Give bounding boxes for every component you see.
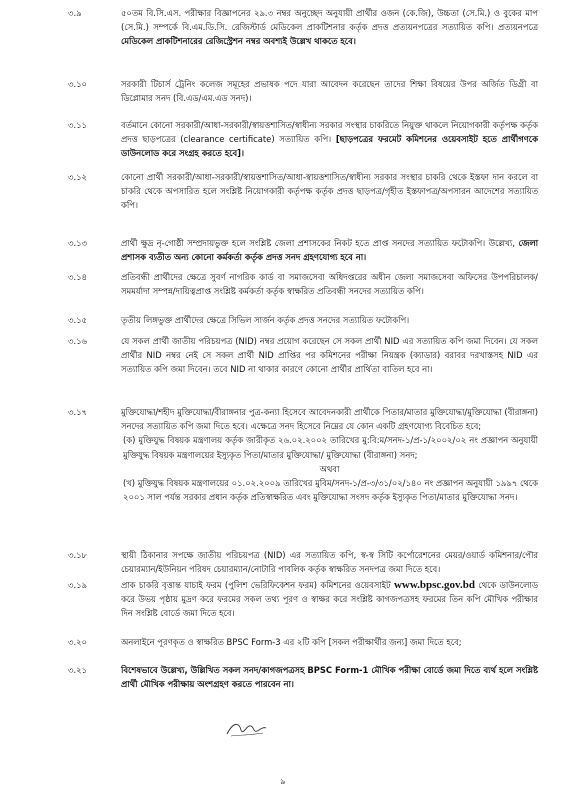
item-number: ৩.১৭ — [68, 407, 87, 417]
item-text — [121, 334, 538, 377]
item-number: ৩.১১ — [68, 120, 87, 130]
emphasis-text: বিশেষভাবে উল্লেখ্য, উল্লিখিত সকল সনদ/কাগজপত্রসহ BPSC Form-1 মৌখিক পরীক্ষা বোর্ডে জমা দিতে ব্যর্থ হলে সংশ্লিষ্ট প্রার্থী মৌখিক পরীক্ষায় অংশগ্রহণ করতে পারবেন না। — [121, 665, 538, 690]
item-text — [121, 663, 538, 691]
item-number: ৩.১৬ — [68, 336, 87, 346]
item-number: ৩.১৯ — [68, 580, 87, 590]
item-number: ৩.১০ — [68, 79, 87, 89]
item-number: ৩.১২ — [68, 172, 87, 182]
body-text: বর্তমানে কোনো সরকারী/আধা-সরকারী/স্বায়ত্তশাসিত/স্বাধীন্য সরকার সংস্থার চাকরিতে নিয়ুক্ত থাকলে নিয়োগকারী কর্তৃপক্ষ কর্তৃক প্রদত্ত ছাড়পত্রের (clearance certificate) সত্যায়িত কপি। — [121, 120, 538, 145]
item-text — [121, 77, 538, 105]
item-text — [121, 170, 538, 213]
body-text: প্রাক চাকরি বৃত্তান্ত যাচাই ফরম (পুলিশ ভেরিফিকেশন ফরম) কমিশনের ওয়েবসাইট — [121, 580, 394, 590]
item-text — [121, 270, 538, 298]
website-link[interactable]: www.bpsc.gov.bd — [393, 579, 475, 591]
item-number: ৩.৯ — [68, 8, 82, 18]
signature-mark — [225, 718, 267, 740]
body-text: প্রতিবন্ধী প্রার্থীদের ক্ষেত্রে সুবর্ণ নাগরিক কার্ড বা সমাজসেবা অধিদপ্তরের অধীন জেলা সমাজসেবা অফিসের উপপরিচালক/ সমমর্যাদা সম্পন্ন/দায়িত্বপ্রাপ্ত সংশ্লিষ্ট কর্মকর্তা কর্তৃক স্বাক্ষরিত প্রতিবন্ধী সনদের সত্যায়িত কপি। — [121, 272, 538, 297]
body-text: সরকারী টিচার্স ট্রেনিং কলেজ সমূহের প্রভাষক পদে যারা আবেদন করেছেন তাদের শিক্ষা বিষয়ের উপর অর্জিত ডিগ্রী বা ডিপ্লোমার সনদ (বি.এড/এম.এড সনদ)। — [121, 79, 538, 104]
item-number: ৩.২০ — [68, 637, 87, 647]
body-text: অনলাইনে পূরণকৃত ও স্বাক্ষরিত BPSC Form-3 এর ২টি কপি [সকল পরীক্ষার্থীর জন্য] জমা দিতে হবে; — [121, 637, 462, 647]
or-separator: অথবা — [319, 463, 340, 474]
item-text — [121, 118, 538, 161]
item-number: ৩.২১ — [68, 665, 87, 675]
item-number: ৩.১৩ — [68, 238, 87, 248]
body-text: স্থায়ী ঠিকানার সপক্ষে জাতীয় পরিচয়পত্র (NID) এর সত্যায়িত কপি, স্ব-স্ব সিটি কর্পোরেশনের মেয়র/ওয়ার্ড কমিশনার/পৌর চেয়ারম্যান/ইউনিয়ন পরিষদ চেয়ারম্যান/নোটারি পাবলিক কর্তৃক স্বাক্ষরিত সনদপত্র জমা দিতে হবে। — [121, 550, 538, 575]
item-text — [121, 236, 538, 264]
body-text: যে সকল প্রার্থী জাতীয় পরিচয়পত্র (NID) নম্বর প্রয়োগ করেছেন সে সকল প্রার্থী NID এর সত্যায়িত কপি জমা দিবেন। যে সকল প্রার্থীর NID নম্বর নেই সে সকল প্রার্থী NID প্রাপ্তির পর কমিশনের পরীক্ষা নিয়ন্ত্রক (ক্যাডার) বরাবর দরখাস্তসহ NID এর সত্যায়িত কপি জমা দিবেন। তবে NID না থাকার কারণে কোনো প্রার্থীর প্রার্থিতা বাতিল হবে না। — [121, 336, 538, 375]
item-text — [121, 6, 538, 49]
page-number: ৯ — [280, 777, 286, 786]
body-text: প্রার্থী ক্ষুদ্র নৃ-গোষ্ঠী সম্প্রদায়ভুক্ত হলে সংশ্লিষ্ট জেলা প্রশাসকের নিকট হতে প্রাপ্ত সনদের সত্যায়িত ফটোকপি। উল্লেখ্য, — [121, 238, 519, 248]
emphasis-text: মেডিকেল প্রাকটিশনারের রেজিস্ট্রেশন নম্বর অবশ্যই উল্লেখ থাকতে হবে। — [121, 36, 356, 47]
option-kha: (খ) মুক্তিযুদ্ধ বিষয়ক মন্ত্রণালয়ের ০১.০২.২০০৯ তারিখের মুবিম/সনদ-১/প্র-৩/৩১/০২/১৪০ নং প্রজ্ঞাপন অনুযায়ী ১৯৯৭ থেকে ২০০১ সাল পর্যন্ত সরকার প্রধান কর্তৃক প্রতিস্বাক্ষরিত এবং মুক্তিযোদ্ধা সংসদ কর্তৃক ইস্যুকৃত পিতা/মাতার মুক্তিযোদ্ধা সনদ। — [123, 478, 538, 503]
item-text — [121, 548, 538, 576]
body-text: কোনো প্রার্থী সরকারী/আধা-সরকারী/স্বায়ত্তশাসিত/আধা-স্বায়ত্তশাসিত/স্বাধীন্য সরকার সংস্থার চাকরি থেকে ইস্তফা দান করলে বা চাকরি থেকে অপসারিত হলে সংশ্লিষ্ট নিয়োগকারী কর্তৃপক্ষ কর্তৃক প্রদত্ত ছাড়পত্র/গৃহীত ইস্তফাপত্র/অপসারন আদেশের সত্যায়িত কপি। — [121, 172, 538, 211]
item-number: ৩.১৪ — [68, 272, 87, 282]
emphasis-text: [ছাড়পত্রের ফরমেট কমিশনের ওয়েবসাইট হতে প্রার্থীগণকে ডাউনলোড করে সংগ্রহ করতে হবে]। — [121, 134, 539, 159]
item-number: ৩.১৫ — [68, 315, 87, 325]
body-text: তৃতীয় লিঙ্গভুক্ত প্রার্থীদের ক্ষেত্রে সিভিল সার্জন কর্তৃক প্রদত্ত সনদের সত্যায়িত ফটোকপি। — [121, 315, 410, 325]
body-text: থেকে ডাউনলোড করে উভয় পৃষ্ঠায় মুদ্রণ করে ফরমের সকল তথ্য পূরণ ও স্বাক্ষর করে সংশ্লিষ্ট কাগজপত্রসহ ফরমের তিন কপি মৌখিক পরীক্ষার দিন সংশ্লিষ্ট বোর্ডে জমা দিতে হবে। — [121, 580, 538, 619]
option-ka: (ক) মুক্তিযুদ্ধ বিষয়ক মন্ত্রণালয় কর্তৃক জারীকৃত ২৬.০২.২০০২ তারিখের মু:বি:ম/সনদ-১/প্র-১/২০০২/০২ নং প্রজ্ঞাপন অনুযায়ী মুক্তিযুদ্ধ বিষয়ক মন্ত্রণালয়ের ইস্যুকৃত পিতা/মাতার মুক্তিযোদ্ধা/ মুক্তিযোদ্ধা (বীরাঙ্গনা) সনদ; — [123, 435, 538, 460]
item-text — [121, 313, 538, 327]
body-text: মুক্তিযোদ্ধা/শহীদ মুক্তিযোদ্ধা/বীরাঙ্গনার পুত্র-কন্যা হিসেবে আবেদনকারী প্রার্থীকে পিতার/মাতার মুক্তিযোদ্ধা/মুক্তিযোদ্ধা (বীরাঙ্গনা) সনদের সত্যায়িত কপি জমা দিতে হবে। এক্ষেত্রে সনদ হিসেবে নিম্নের যে কোন একটি গ্রহণযোগ্য বিবেচিত হবে; — [121, 407, 538, 432]
item-text — [121, 578, 538, 621]
item-text — [121, 635, 538, 649]
item-text — [121, 405, 538, 504]
emphasis-text: জেলা প্রশাসক ব্যতীত অন্য কোনো কর্মকর্তা কর্তৃক প্রদত্ত সনদ গ্রহণযোগ্য হবে না। — [121, 238, 538, 263]
item-number: ৩.১৮ — [68, 550, 87, 560]
body-text: ৫০তম বি.সি.এস. পরীক্ষার বিজ্ঞাপনের ২৯.৩ নম্বর অনুচ্ছেদ অনুযায়ী প্রার্থীর ওজন (কে.জি), উচ্চতা (সে.মি.) ও বুকের মাপ (সে.মি.) সম্পর্কে বি.এম.ডি.সি. রেজিস্টার্ড মেডিকেল প্রাকটিশনার কর্তৃক প্রদত্ত প্রত্যয়নপত্রের সত্যায়িত কপি। প্রত্যয়নপত্রে — [121, 8, 538, 33]
